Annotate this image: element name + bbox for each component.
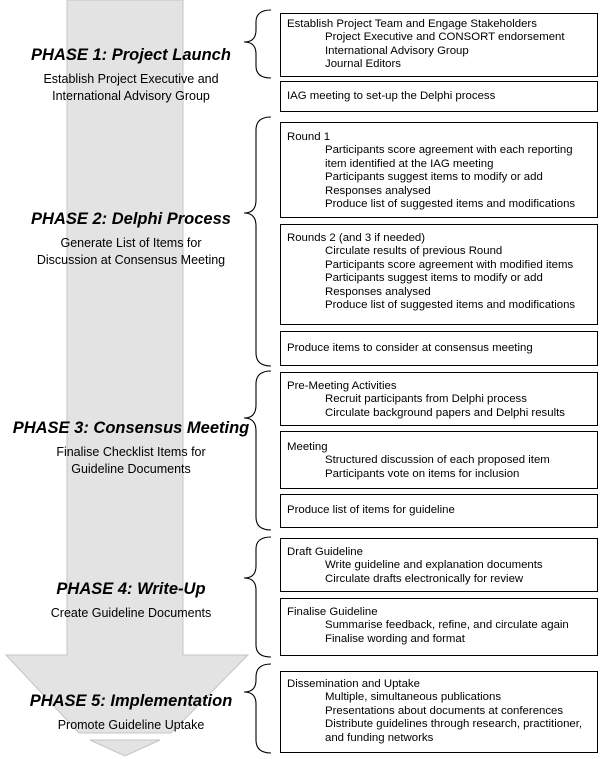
step-box-finalise-guideline <box>280 598 598 656</box>
phase-subtitle-line: Guideline Documents <box>71 462 191 476</box>
step-box-produce-list <box>280 494 598 528</box>
step-heading: IAG meeting to set-up the Delphi process <box>287 89 496 102</box>
step-item: Structured discussion of each proposed item <box>325 454 550 467</box>
step-heading: Rounds 2 (and 3 if needed) <box>287 232 426 244</box>
step-item: Responses analysed <box>325 285 431 298</box>
step-item: and funding networks <box>325 731 434 744</box>
step-box-produce-items <box>280 331 598 366</box>
phase-subtitle-line: Create Guideline Documents <box>50 606 212 620</box>
step-item: Circulate results of previous Round <box>325 245 503 258</box>
step-heading: Pre-Meeting Activities <box>287 380 397 392</box>
phase-subtitle-line: International Advisory Group <box>52 89 210 103</box>
step-box-pre-meeting <box>280 372 598 426</box>
step-item: Multiple, simultaneous publications <box>325 691 502 704</box>
step-heading: Produce list of items for guideline <box>287 504 455 517</box>
step-item: item identified at the IAG meeting <box>325 157 494 170</box>
step-item: Journal Editors <box>325 58 401 71</box>
step-box-project-team <box>280 13 598 77</box>
step-item: Produce list of suggested items and modifications <box>325 198 576 211</box>
step-heading: Establish Project Team and Engage Stakeholders <box>287 18 537 30</box>
step-item: Presentations about documents at conferences <box>325 704 564 717</box>
step-item: International Advisory Group <box>325 44 469 57</box>
phase-subtitle-line: Discussion at Consensus Meeting <box>36 253 226 267</box>
step-item: Participants suggest items to modify or add <box>325 171 543 184</box>
phase-subtitle-line: Establish Project Executive and <box>43 72 219 86</box>
brace-phase-5 <box>244 664 271 753</box>
step-item: Summarise feedback, refine, and circulate again <box>325 619 569 632</box>
step-box-iag-meeting <box>280 81 598 112</box>
brace-phase-4 <box>244 537 271 657</box>
step-item: Distribute guidelines through research, practitioner, <box>325 718 583 731</box>
brace-phase-1 <box>244 10 271 78</box>
step-box-draft-guideline <box>280 538 598 592</box>
phase-title: PHASE 5: Implementation <box>29 692 233 710</box>
phase-subtitle-line: Promote Guideline Uptake <box>57 718 205 732</box>
step-heading: Meeting <box>287 441 328 453</box>
step-item: Circulate drafts electronically for review <box>325 572 524 585</box>
step-item: Circulate background papers and Delphi results <box>325 406 565 419</box>
step-item: Produce list of suggested items and modifications <box>325 299 576 312</box>
phase-subtitle-line: Finalise Checklist Items for <box>56 445 206 459</box>
phase-title: PHASE 1: Project Launch <box>31 46 231 64</box>
step-heading: Draft Guideline <box>287 546 363 558</box>
step-box-round-1 <box>280 122 598 218</box>
step-heading: Dissemination and Uptake <box>287 678 420 690</box>
step-item: Participants suggest items to modify or add <box>325 272 543 285</box>
step-item: Responses analysed <box>325 184 431 197</box>
phase-title: PHASE 2: Delphi Process <box>31 210 231 228</box>
step-box-round-2 <box>280 224 598 325</box>
step-item: Recruit participants from Delphi process <box>325 393 527 406</box>
step-item: Write guideline and explanation documents <box>325 559 543 572</box>
step-heading: Finalise Guideline <box>287 606 378 618</box>
step-item: Project Executive and CONSORT endorsement <box>325 31 565 44</box>
phase-subtitle-line: Generate List of Items for <box>60 236 202 250</box>
brace-phase-2 <box>244 117 271 366</box>
step-item: Participants vote on items for inclusion <box>325 467 520 480</box>
step-box-meeting <box>280 431 598 489</box>
phase-title: PHASE 3: Consensus Meeting <box>12 419 250 437</box>
step-item: Participants score agreement with each reporting <box>325 144 573 157</box>
step-item: Finalise wording and format <box>325 632 465 645</box>
step-box-dissemination <box>280 671 598 753</box>
phase-title: PHASE 4: Write-Up <box>56 580 206 598</box>
step-item: Participants score agreement with modified items <box>325 258 574 271</box>
step-heading: Round 1 <box>287 131 331 143</box>
brace-phase-3 <box>244 371 271 530</box>
step-heading: Produce items to consider at consensus meeting <box>287 341 533 354</box>
